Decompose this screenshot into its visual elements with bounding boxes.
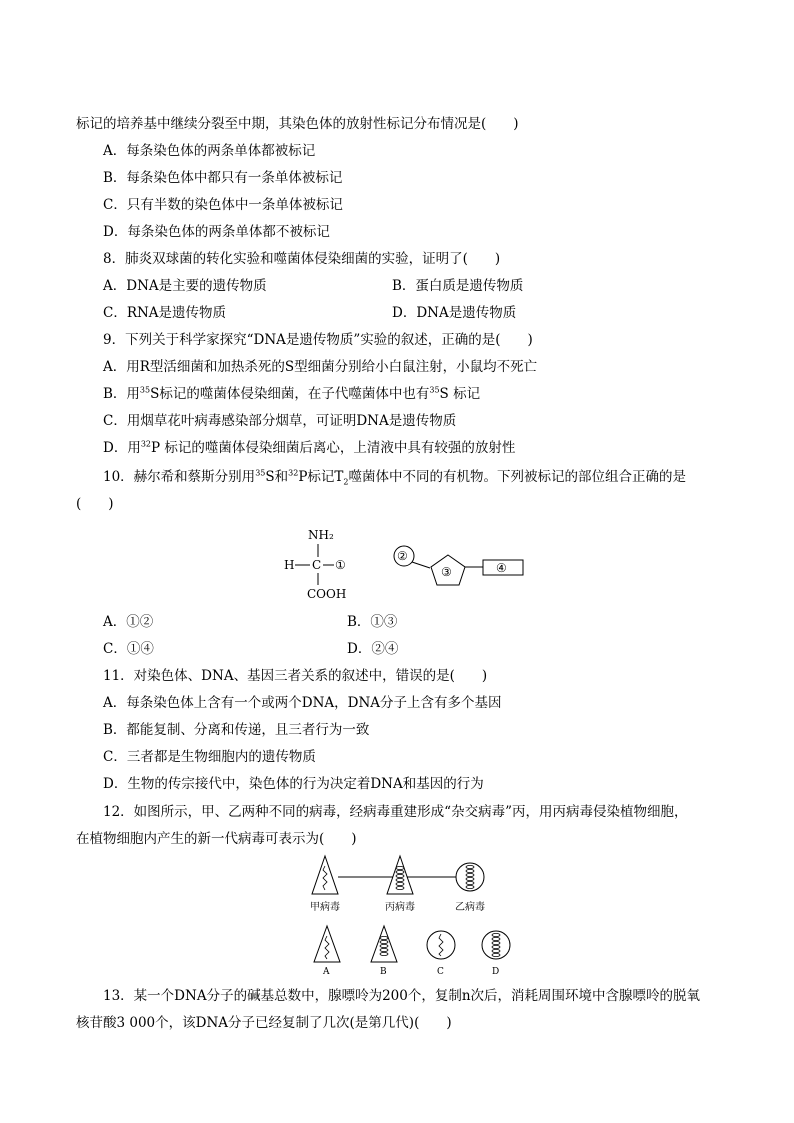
q10-sup1: 35 bbox=[255, 468, 266, 478]
q10-h: H bbox=[284, 558, 295, 572]
q10-option-d: D．②④ bbox=[347, 641, 399, 657]
q13-stem-line2: 核苷酸3 000个，该DNA分子已经复制了几次(是第几代)( ) bbox=[76, 1015, 452, 1031]
virus-jia-capsid bbox=[312, 856, 338, 894]
q12-stem-line2: 在植物细胞内产生的新一代病毒可表示为( ) bbox=[76, 831, 357, 847]
q10-cooh: COOH bbox=[307, 587, 347, 601]
q7-option-c: C．只有半数的染色体中一条单体被标记 bbox=[103, 197, 343, 213]
q7-option-b: B．每条染色体中都只有一条单体被标记 bbox=[103, 170, 343, 186]
q9-d-pre: D．用 bbox=[103, 440, 141, 456]
q9-stem: 9．下列关于科学家探究“DNA是遗传物质”实验的叙述，正确的是( ) bbox=[103, 332, 533, 348]
virus-yi-label: 乙病毒 bbox=[455, 902, 485, 913]
q10-stem bbox=[103, 468, 686, 486]
q10-mark3: ③ bbox=[441, 565, 452, 579]
q9-option-b bbox=[103, 385, 480, 403]
q9-b-pre: B．用 bbox=[103, 386, 140, 402]
option-a-virus bbox=[314, 926, 340, 962]
q8-stem: 8．肺炎双球菌的转化实验和噬菌体侵染细菌的实验，证明了( ) bbox=[103, 251, 501, 267]
option-d-label: D bbox=[492, 967, 500, 977]
q9-b-sup1: 35 bbox=[139, 385, 151, 395]
virus-bing-label: 丙病毒 bbox=[385, 902, 415, 913]
q7-option-d: D．每条染色体的两条单体都不被标记 bbox=[103, 224, 330, 240]
q10-bond-phosphate bbox=[412, 562, 430, 568]
q11-stem: 11．对染色体、DNA、基因三者关系的叙述中，错误的是( ) bbox=[103, 668, 488, 684]
option-c-virus bbox=[427, 931, 455, 959]
q10-mark1: ① bbox=[335, 558, 346, 572]
option-b-label: B bbox=[380, 967, 387, 977]
q10-sup2: 32 bbox=[288, 468, 299, 478]
q11-option-c: C．三者都是生物细胞内的遗传物质 bbox=[103, 749, 316, 765]
virus-bing-capsid bbox=[387, 856, 413, 894]
q8-option-b: B．蛋白质是遗传物质 bbox=[392, 278, 524, 294]
q8-option-a: A．DNA是主要的遗传物质 bbox=[103, 278, 267, 294]
q11-option-b: B．都能复制、分离和传递，且三者行为一致 bbox=[103, 722, 370, 738]
q10-stem-pre: 10．赫尔希和蔡斯分别用 bbox=[103, 469, 256, 485]
q13-stem-line1: 13．某一个DNA分子的碱基总数中，腺嘌呤为200个，复制n次后，消耗周围环境中含腺嘌呤的脱氧 bbox=[103, 988, 701, 1004]
q9-option-a: A．用R型活细菌和加热杀死的S型细菌分别给小白鼠注射，小鼠均不死亡 bbox=[103, 359, 538, 375]
q12-figure bbox=[300, 852, 530, 978]
q10-sub1: 2 bbox=[343, 477, 349, 487]
q10-c: C bbox=[312, 558, 322, 572]
q10-option-a: A．①② bbox=[103, 614, 154, 630]
q10-option-b: B．①③ bbox=[347, 614, 398, 630]
q8-option-d: D．DNA是遗传物质 bbox=[392, 305, 517, 321]
option-c-label: C bbox=[437, 967, 444, 977]
q8-option-c: C．RNA是遗传物质 bbox=[103, 305, 227, 321]
virus-jia-label: 甲病毒 bbox=[310, 902, 340, 913]
q7-stem: 标记的培养基中继续分裂至中期，其染色体的放射性标记分布情况是( ) bbox=[76, 116, 519, 132]
q9-b-post: S 标记 bbox=[439, 386, 481, 402]
q7-option-a: A．每条染色体的两条单体都被标记 bbox=[103, 143, 316, 159]
q9-d-post: P 标记的噬菌体侵染细菌后离心，上清液中具有较强的放射性 bbox=[151, 440, 516, 456]
q11-option-a: A．每条染色体上含有一个或两个DNA，DNA分子上含有多个基因 bbox=[103, 695, 502, 711]
q10-mark2: ② bbox=[397, 549, 408, 563]
q9-d-sup: 32 bbox=[140, 439, 152, 449]
q10-figure bbox=[270, 522, 540, 606]
q12-stem-line1: 12．如图所示，甲、乙两种不同的病毒，经病毒重建形成“杂交病毒”丙，用丙病毒侵染植物细胞， bbox=[103, 804, 688, 820]
q10-stem-line2: ( ) bbox=[76, 496, 114, 512]
q9-b-mid: S标记的噬菌体侵染细菌，在子代噬菌体中也有 bbox=[150, 386, 430, 402]
q10-mark4: ④ bbox=[496, 561, 507, 575]
q9-b-sup2: 35 bbox=[429, 385, 440, 395]
q9-option-c: C．用烟草花叶病毒感染部分烟草，可证明DNA是遗传物质 bbox=[103, 413, 457, 429]
q10-stem-mid1: S和 bbox=[265, 469, 289, 485]
q10-stem-mid2: P标记T bbox=[298, 469, 344, 485]
q10-option-c: C．①④ bbox=[103, 641, 154, 657]
q9-option-d bbox=[103, 439, 515, 457]
q10-stem-post: 噬菌体中不同的有机物。下列被标记的部位组合正确的是 bbox=[348, 469, 686, 485]
q10-nh2: NH₂ bbox=[308, 528, 334, 542]
q11-option-d: D．生物的传宗接代中，染色体的行为决定着DNA和基因的行为 bbox=[103, 776, 484, 792]
option-a-label: A bbox=[323, 967, 330, 977]
